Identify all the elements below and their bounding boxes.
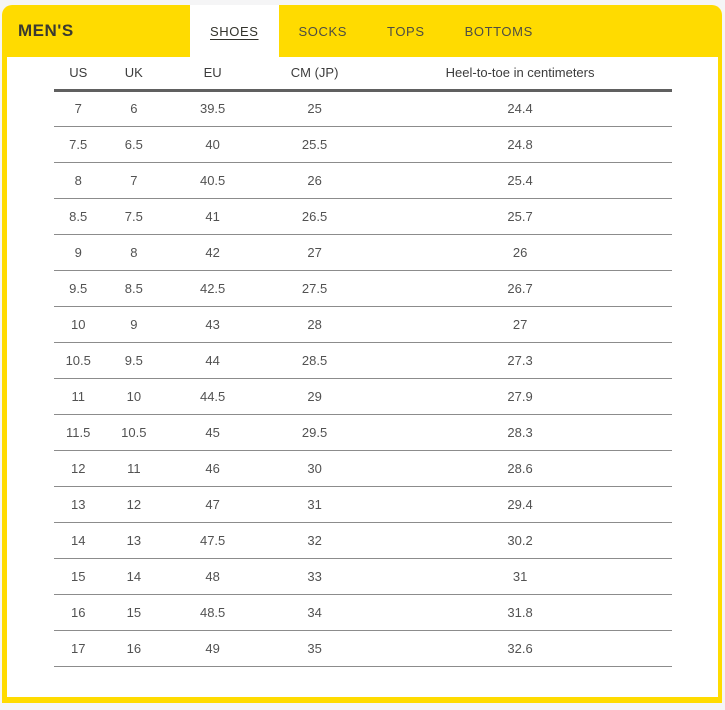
table-cell: 11 [54, 378, 103, 414]
column-header: US [54, 57, 103, 90]
table-cell: 8 [54, 162, 103, 198]
table-cell: 40.5 [165, 162, 261, 198]
table-cell: 28 [261, 306, 369, 342]
table-cell: 27.3 [369, 342, 672, 378]
table-cell: 29.4 [369, 486, 672, 522]
column-header: EU [165, 57, 261, 90]
table-cell: 43 [165, 306, 261, 342]
table-row [54, 126, 672, 162]
table-cell: 41 [165, 198, 261, 234]
table-cell: 46 [165, 450, 261, 486]
table-cell: 30.2 [369, 522, 672, 558]
table-cell: 8.5 [54, 198, 103, 234]
table-cell: 29 [261, 378, 369, 414]
table-row [54, 630, 672, 666]
table-row [54, 450, 672, 486]
tab-label: SOCKS [298, 23, 348, 39]
table-cell: 42 [165, 234, 261, 270]
table-row [54, 414, 672, 450]
table-cell: 49 [165, 630, 261, 666]
size-chart-card [2, 5, 722, 703]
table-cell: 7 [103, 162, 165, 198]
table-cell: 9 [103, 306, 165, 342]
table-cell: 42.5 [165, 270, 261, 306]
table-cell: 14 [54, 522, 103, 558]
table-cell: 16 [54, 594, 103, 630]
column-header: Heel-to-toe in centimeters [369, 57, 672, 90]
table-cell: 17 [54, 630, 103, 666]
table-cell: 48.5 [165, 594, 261, 630]
table-cell: 33 [261, 558, 369, 594]
table-row [54, 198, 672, 234]
card-border-bottom [2, 697, 722, 703]
table-cell: 31.8 [369, 594, 672, 630]
table-cell: 10.5 [103, 414, 165, 450]
table-cell: 9.5 [103, 342, 165, 378]
table-cell: 11 [103, 450, 165, 486]
table-row [54, 558, 672, 594]
table-cell: 13 [103, 522, 165, 558]
table-row [54, 270, 672, 306]
table-cell: 24.4 [369, 90, 672, 126]
table-cell: 13 [54, 486, 103, 522]
table-row [54, 594, 672, 630]
table-row [54, 162, 672, 198]
table-cell: 44.5 [165, 378, 261, 414]
table-cell: 47.5 [165, 522, 261, 558]
table-row [54, 234, 672, 270]
table-cell: 10.5 [54, 342, 103, 378]
table-cell: 7.5 [103, 198, 165, 234]
table-row [54, 342, 672, 378]
tab-label: BOTTOMS [464, 23, 533, 39]
table-cell: 28.3 [369, 414, 672, 450]
table-row [54, 378, 672, 414]
table-row [54, 306, 672, 342]
table-cell: 12 [54, 450, 103, 486]
category-tabs [190, 5, 553, 57]
table-cell: 16 [103, 630, 165, 666]
table-row [54, 90, 672, 126]
table-cell: 25 [261, 90, 369, 126]
table-cell: 48 [165, 558, 261, 594]
table-cell: 27 [369, 306, 672, 342]
tab-label: TOPS [387, 23, 425, 39]
table-cell: 15 [103, 594, 165, 630]
table-cell: 15 [54, 558, 103, 594]
table-cell: 26 [261, 162, 369, 198]
table-cell: 27.9 [369, 378, 672, 414]
table-row [54, 486, 672, 522]
table-cell: 30 [261, 450, 369, 486]
table-cell: 26.7 [369, 270, 672, 306]
tab-socks[interactable] [279, 5, 368, 57]
tab-label: SHOES [210, 23, 259, 39]
table-cell: 31 [369, 558, 672, 594]
table-cell: 25.4 [369, 162, 672, 198]
table-cell: 8 [103, 234, 165, 270]
table-cell: 12 [103, 486, 165, 522]
table-cell: 10 [54, 306, 103, 342]
table-cell: 6 [103, 90, 165, 126]
table-cell: 47 [165, 486, 261, 522]
table-cell: 32 [261, 522, 369, 558]
tab-bottoms[interactable] [445, 5, 553, 57]
table-cell: 40 [165, 126, 261, 162]
table-row [54, 522, 672, 558]
column-header: CM (JP) [261, 57, 369, 90]
page-title: MEN'S [18, 21, 74, 40]
table-cell: 6.5 [103, 126, 165, 162]
table-cell: 25.5 [261, 126, 369, 162]
table-header-row [54, 57, 672, 90]
table-cell: 8.5 [103, 270, 165, 306]
size-chart-content [7, 57, 718, 697]
table-cell: 9 [54, 234, 103, 270]
table-cell: 35 [261, 630, 369, 666]
table-cell: 28.6 [369, 450, 672, 486]
table-cell: 10 [103, 378, 165, 414]
tab-tops[interactable] [367, 5, 445, 57]
table-cell: 7.5 [54, 126, 103, 162]
table-cell: 32.6 [369, 630, 672, 666]
table-cell: 27.5 [261, 270, 369, 306]
table-cell: 24.8 [369, 126, 672, 162]
table-cell: 34 [261, 594, 369, 630]
table-cell: 28.5 [261, 342, 369, 378]
size-conversion-table [54, 57, 672, 667]
table-cell: 27 [261, 234, 369, 270]
table-cell: 9.5 [54, 270, 103, 306]
table-cell: 29.5 [261, 414, 369, 450]
table-cell: 45 [165, 414, 261, 450]
table-cell: 39.5 [165, 90, 261, 126]
tab-shoes[interactable] [190, 5, 279, 57]
table-cell: 14 [103, 558, 165, 594]
table-cell: 11.5 [54, 414, 103, 450]
table-cell: 25.7 [369, 198, 672, 234]
table-cell: 7 [54, 90, 103, 126]
table-cell: 26 [369, 234, 672, 270]
table-cell: 31 [261, 486, 369, 522]
table-cell: 26.5 [261, 198, 369, 234]
column-header: UK [103, 57, 165, 90]
header-bar [2, 5, 722, 57]
table-cell: 44 [165, 342, 261, 378]
card-border-right [718, 57, 722, 703]
